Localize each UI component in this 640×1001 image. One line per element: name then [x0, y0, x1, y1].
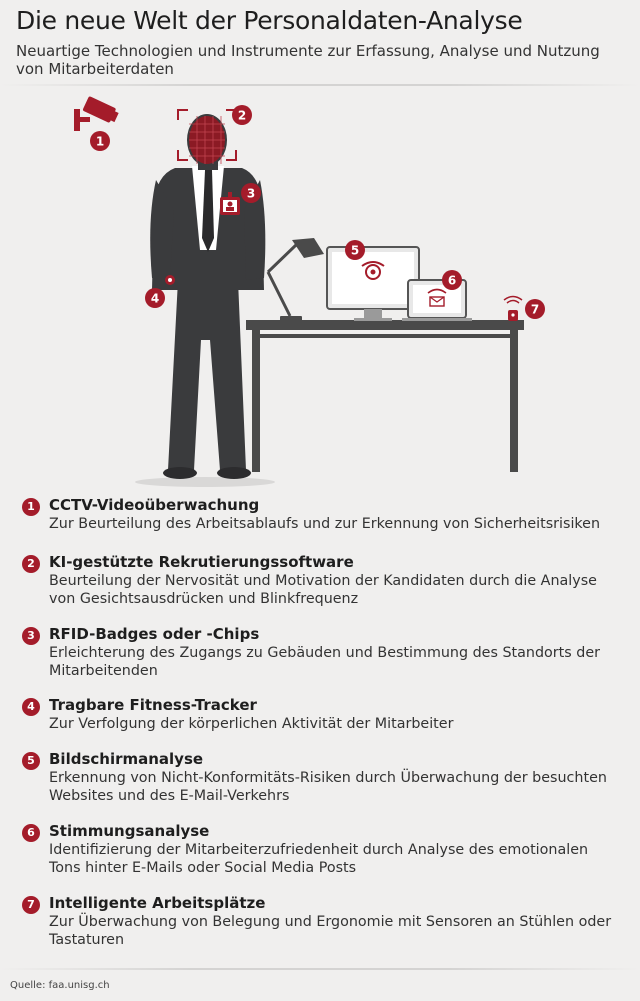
floor-shadow — [135, 477, 275, 487]
item-description: Beurteilung der Nervosität und Motivation der Kandidaten durch die Analyse von Gesichtsausdrücken und Blinkfrequenz — [49, 573, 597, 607]
person — [150, 114, 265, 479]
item-description: Zur Beurteilung des Arbeitsablaufs und zur Erkennung von Sicherheitsrisiken — [49, 516, 601, 532]
svg-text:3: 3 — [246, 186, 256, 201]
cctv-camera-icon — [74, 96, 120, 131]
number-badge: 6 — [22, 824, 40, 842]
item-description: Zur Verfolgung der körperlichen Aktivität der Mitarbeiter — [49, 716, 454, 732]
marker-1 — [90, 131, 110, 151]
svg-text:1: 1 — [95, 134, 105, 149]
monitor-eye-icon — [327, 247, 419, 321]
item-description: Zur Überwachung von Belegung und Ergonomie mit Sensoren an Stühlen oder Tastaturen — [49, 914, 612, 948]
svg-text:7: 7 — [530, 302, 540, 317]
fitness-tracker-icon — [165, 275, 175, 285]
bottom-divider — [0, 968, 640, 970]
sensor-icon — [504, 297, 522, 322]
page-title: Die neue Welt der Personaldaten-Analyse — [16, 6, 523, 35]
svg-text:2: 2 — [237, 108, 247, 123]
top-divider — [0, 84, 640, 86]
svg-text:5: 5 — [350, 243, 360, 258]
item-title: Bildschirmanalyse — [49, 750, 204, 768]
illustration — [0, 88, 640, 488]
number-badge: 3 — [22, 627, 40, 645]
number-badge: 1 — [22, 498, 40, 516]
item-description: Erkennung von Nicht-Konformitäts-Risiken durch Überwachung der besuchten Websites und des E-Mail-Verkehrs — [49, 770, 607, 804]
item-description: Identifizierung der Mitarbeiterzufriedenheit durch Analyse des emotionalen Tons hinter E-Mails oder Social Media Posts — [49, 842, 589, 876]
marker-7 — [525, 299, 545, 319]
marker-5 — [345, 240, 365, 260]
svg-text:4: 4 — [150, 291, 160, 306]
svg-text:6: 6 — [447, 273, 457, 288]
marker-6 — [442, 270, 462, 290]
item-title: KI-gestützte Rekrutierungssoftware — [49, 553, 354, 571]
number-badge: 5 — [22, 752, 40, 770]
number-badge: 2 — [22, 555, 40, 573]
item-title: Intelligente Arbeitsplätze — [49, 894, 266, 912]
number-badge: 4 — [22, 698, 40, 716]
item-title: Tragbare Fitness-Tracker — [49, 696, 257, 714]
source-note: Quelle: faa.unisg.ch — [10, 980, 110, 991]
desk — [246, 320, 524, 472]
desk-lamp — [268, 238, 324, 322]
face-scan-icon — [178, 110, 236, 164]
item-description: Erleichterung des Zugangs zu Gebäuden und Bestimmung des Standorts der Mitarbeitenden — [49, 645, 601, 679]
item-title: Stimmungsanalyse — [49, 822, 210, 840]
item-title: RFID-Badges oder -Chips — [49, 625, 260, 643]
page-subtitle: Neuartige Technologien und Instrumente zur Erfassung, Analyse und Nutzung von Mitarbeiterdaten — [16, 42, 600, 78]
marker-2 — [232, 105, 252, 125]
number-badge: 7 — [22, 896, 40, 914]
marker-3 — [241, 183, 261, 203]
laptop-mail-icon — [402, 280, 472, 321]
marker-4 — [145, 288, 165, 308]
item-title: CCTV-Videoüberwachung — [49, 496, 260, 514]
